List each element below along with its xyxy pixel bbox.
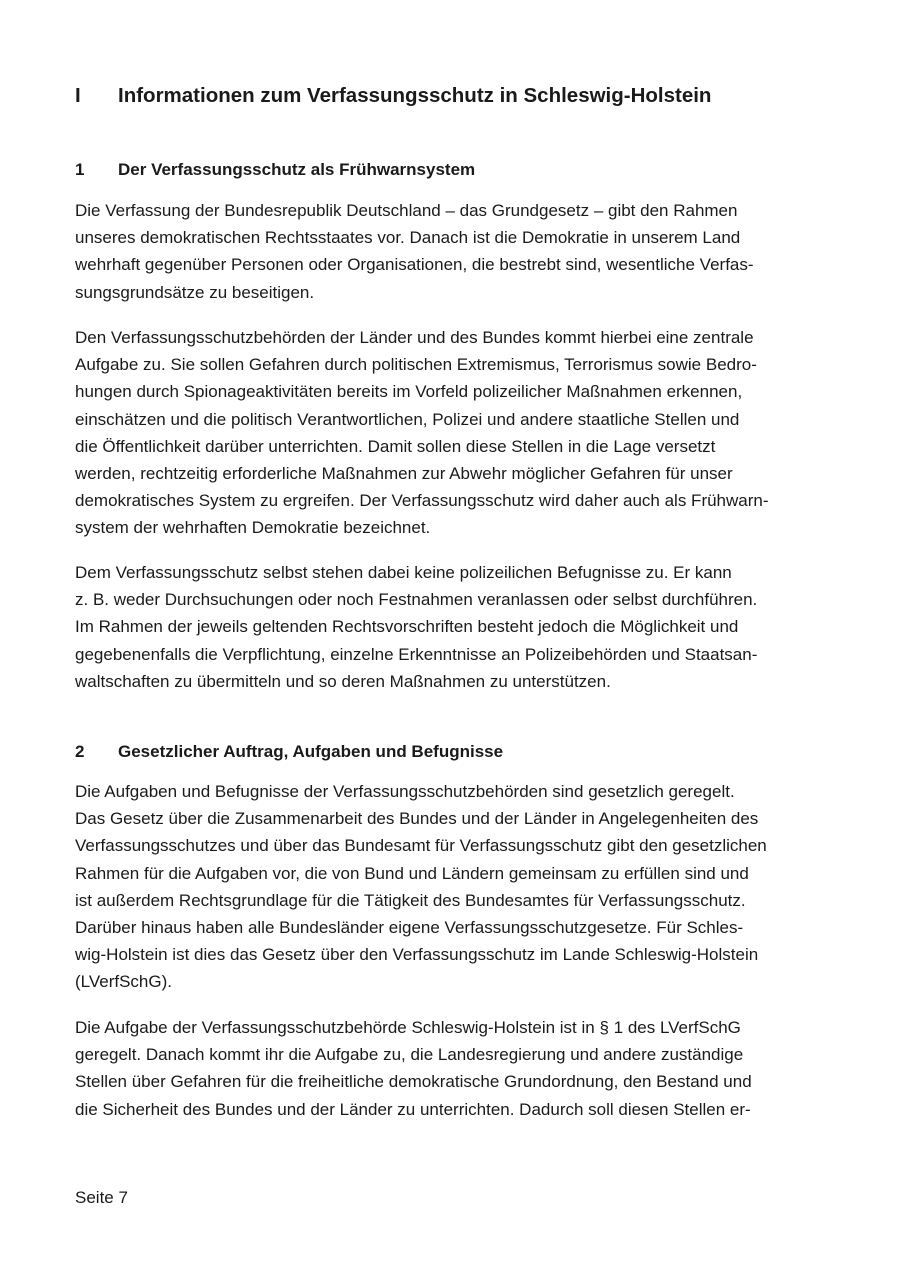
text-line: sungsgrundsätze zu beseitigen. <box>75 282 315 302</box>
text-line: Die Aufgaben und Befugnisse der Verfassungsschutzbehörden sind gesetzlich geregelt. <box>75 782 735 801</box>
section-1-paragraph-2 <box>75 324 835 542</box>
text-line: Im Rahmen der jeweils geltenden Rechtsvorschriften besteht jedoch die Möglichkeit und <box>75 617 739 637</box>
text-line: Verfassungsschutzes und über das Bundesamt für Verfassungsschutz gibt den gesetzlichen <box>75 836 767 856</box>
text-line: wehrhaft gegenüber Personen oder Organisationen, die bestrebt sind, wesentliche Verfas- <box>75 255 754 275</box>
section-2-paragraph-1 <box>75 778 835 996</box>
text-line: wig-Holstein ist dies das Gesetz über den Verfassungsschutz im Lande Schleswig-Holstein <box>75 945 759 965</box>
section-title: Der Verfassungsschutz als Frühwarnsystem <box>118 160 476 179</box>
text-line: (LVerfSchG). <box>75 972 172 992</box>
text-line: die Öffentlichkeit darüber unterrichten. Damit sollen diese Stellen in die Lage versetzt <box>75 436 716 456</box>
text-line: demokratisches System zu ergreifen. Der Verfassungsschutz wird daher auch als Frühwarn- <box>75 491 769 511</box>
text-line: Den Verfassungsschutzbehörden der Länder und des Bundes kommt hierbei eine zentrale <box>75 328 754 347</box>
chapter-heading <box>75 82 835 110</box>
text-line: waltschaften zu übermitteln und so deren Maßnahmen zu unterstützen. <box>75 671 611 691</box>
text-line: hungen durch Spionageaktivitäten bereits im Vorfeld polizeilicher Maßnahmen erkennen, <box>75 382 743 402</box>
text-line: Aufgabe zu. Sie sollen Gefahren durch politischen Extremismus, Terrorismus sowie Bedro- <box>75 355 757 375</box>
chapter-title: Informationen zum Verfassungsschutz in Schleswig-Holstein <box>118 84 712 107</box>
section-1-heading <box>75 158 835 182</box>
text-line: gegebenenfalls die Verpflichtung, einzelne Erkenntnisse an Polizeibehörden und Staatsan- <box>75 644 758 664</box>
text-line: Stellen über Gefahren für die freiheitliche demokratische Grundordnung, den Bestand und <box>75 1072 752 1092</box>
text-line: system der wehrhaften Demokratie bezeichnet. <box>75 518 431 538</box>
text-line: Das Gesetz über die Zusammenarbeit des Bundes und der Länder in Angelegenheiten des <box>75 809 759 829</box>
text-line: geregelt. Danach kommt ihr die Aufgabe zu, die Landesregierung und andere zuständige <box>75 1045 744 1065</box>
section-2-heading <box>75 740 835 764</box>
section-number: 1 <box>75 160 85 179</box>
text-line: z. B. weder Durchsuchungen oder noch Festnahmen veranlassen oder selbst durchführen. <box>75 590 758 610</box>
text-line: unseres demokratischen Rechtsstaates vor. Danach ist die Demokratie in unserem Land <box>75 228 741 248</box>
page-number: Seite 7 <box>75 1188 128 1207</box>
section-1-paragraph-3 <box>75 559 835 695</box>
section-2-paragraph-2 <box>75 1014 835 1123</box>
text-line: Die Verfassung der Bundesrepublik Deutschland – das Grundgesetz – gibt den Rahmen <box>75 201 738 220</box>
section-1-paragraph-1 <box>75 197 835 306</box>
text-line: einschätzen und die politisch Verantwortlichen, Polizei und andere staatliche Stellen und <box>75 409 740 429</box>
text-line: Rahmen für die Aufgaben vor, die von Bund und Ländern gemeinsam zu erfüllen sind und <box>75 863 749 883</box>
text-line: werden, rechtzeitig erforderliche Maßnahmen zur Abwehr möglicher Gefahren für unser <box>75 463 733 483</box>
text-line: Darüber hinaus haben alle Bundesländer eigene Verfassungsschutzgesetze. Für Schles- <box>75 917 744 937</box>
text-line: Die Aufgabe der Verfassungsschutzbehörde Schleswig-Holstein ist in § 1 des LVerfSchG <box>75 1018 741 1037</box>
text-line: die Sicherheit des Bundes und der Länder zu unterrichten. Dadurch soll diesen Stellen er- <box>75 1099 751 1119</box>
section-number: 2 <box>75 742 85 761</box>
section-title: Gesetzlicher Auftrag, Aufgaben und Befugnisse <box>118 742 504 761</box>
text-line: Dem Verfassungsschutz selbst stehen dabei keine polizeilichen Befugnisse zu. Er kann <box>75 563 732 582</box>
chapter-number: I <box>75 84 81 107</box>
text-line: ist außerdem Rechtsgrundlage für die Tätigkeit des Bundesamtes für Verfassungsschutz. <box>75 890 746 910</box>
